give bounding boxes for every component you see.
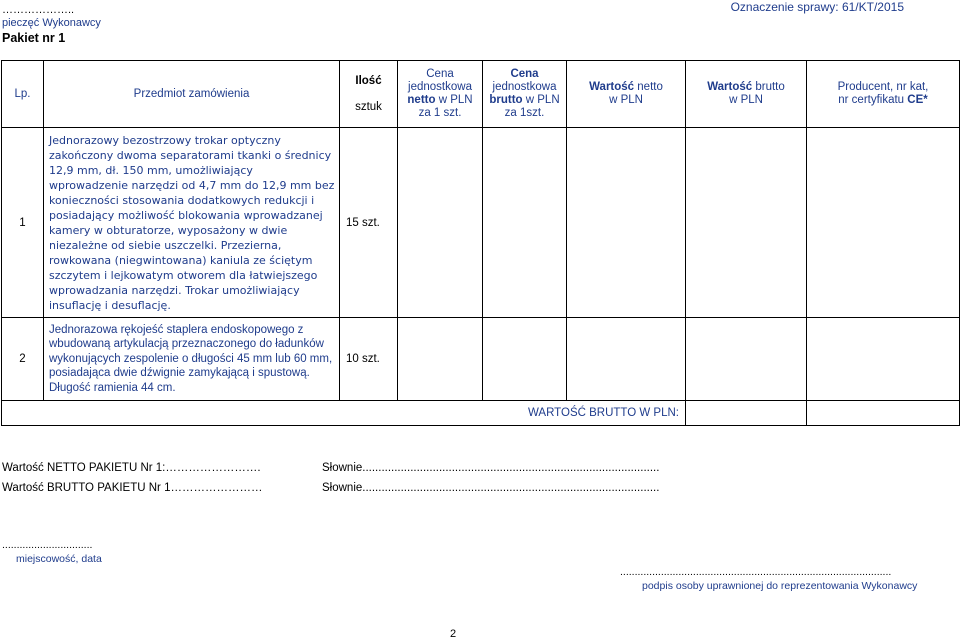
table-row	[2, 318, 960, 401]
row-lp: 2	[2, 318, 44, 401]
total-gross-label: WARTOŚĆ BRUTTO W PLN:	[2, 401, 686, 426]
place-date-dots: ...............................	[2, 539, 93, 551]
row-gross-value-cell[interactable]	[686, 318, 807, 401]
row-net-value-cell[interactable]	[567, 318, 686, 401]
row-producer-cell[interactable]	[807, 318, 960, 401]
col-net-value-header: Wartość netto w PLN	[567, 61, 686, 128]
row-gross-value-cell[interactable]	[686, 128, 807, 318]
row-gross-unit-price-cell[interactable]	[483, 128, 567, 318]
signature-dots: .............................................................................................	[620, 566, 892, 578]
page-number: 2	[450, 628, 457, 640]
signature-label: podpis osoby uprawnionej do reprezentowania Wykonawcy	[642, 580, 918, 592]
row-gross-unit-price-cell[interactable]	[483, 318, 567, 401]
row-net-value-cell[interactable]	[567, 128, 686, 318]
row-quantity: 10 szt.	[340, 318, 398, 401]
row-lp: 1	[2, 128, 44, 318]
col-gross-value-header: Wartość brutto w PLN	[686, 61, 807, 128]
total-row	[2, 401, 960, 426]
row-quantity: 15 szt.	[340, 128, 398, 318]
gross-package-value-label: Wartość BRUTTO PAKIETU Nr 1……………………	[2, 482, 263, 494]
table-row	[2, 128, 960, 318]
package-title: Pakiet nr 1	[2, 31, 66, 45]
col-qty-header: Ilość sztuk	[340, 61, 398, 128]
gross-package-value-words: Słownie.............................................................................................	[322, 482, 660, 494]
col-net-unit-price-header: Cena jednostkowa netto w PLN za 1 szt.	[398, 61, 483, 128]
total-gross-value-cell[interactable]	[686, 401, 807, 426]
net-package-value-words: Słownie.............................................................................................	[322, 462, 660, 474]
case-number: Oznaczenie sprawy: 61/KT/2015	[730, 0, 904, 14]
net-package-value-label: Wartość NETTO PAKIETU Nr 1:…………………….	[2, 462, 261, 474]
col-item-header: Przedmiot zamówienia	[44, 61, 340, 128]
stamp-dots: ………………..	[2, 4, 75, 16]
col-producer-header: Producent, nr kat, nr certyfikatu CE*	[807, 61, 960, 128]
row-description: Jednorazowy bezostrzowy trokar optyczny zakończony dwoma separatorami tkanki o średnicy 12,9 mm, dł. 150 mm, umożliwiający wprowadzenie narzędzi od 4,7 mm do 12,9 mm bez konieczności stosowania dodatkowych redukcji i posiadający możliwość blokowania wprowadzanej kamery w obturatorze, wyposażony w dwie niezależne od siebie uszczelki. Przezierna, rowkowana (niegwintowana) kaniula ze ściętym szczytem i lejkowatym otworem dla łatwiejszego wprowadzania narzędzi. Trokar umożliwiający insuflację i desuflację.	[44, 128, 340, 318]
stamp-block	[2, 4, 101, 46]
total-empty-cell	[807, 401, 960, 426]
col-gross-unit-price-header: Cena jednostkowa brutto w PLN za 1szt.	[483, 61, 567, 128]
place-date-label: miejscowość, data	[16, 553, 102, 565]
row-net-unit-price-cell[interactable]	[398, 128, 483, 318]
table-header-row	[2, 61, 960, 128]
col-lp-header: Lp.	[2, 61, 44, 128]
row-producer-cell[interactable]	[807, 128, 960, 318]
order-table	[1, 60, 960, 426]
row-description: Jednorazowa rękojeść staplera endoskopowego z wbudowaną artykulacją przeznaczonego do ładunków wykonujących zespolenie o długości 45 mm lub 60 mm, posiadająca dwie dźwignie zamykającą i spustową. Długość ramienia 44 cm.	[44, 318, 340, 401]
row-net-unit-price-cell[interactable]	[398, 318, 483, 401]
stamp-label: pieczęć Wykonawcy	[2, 17, 101, 29]
